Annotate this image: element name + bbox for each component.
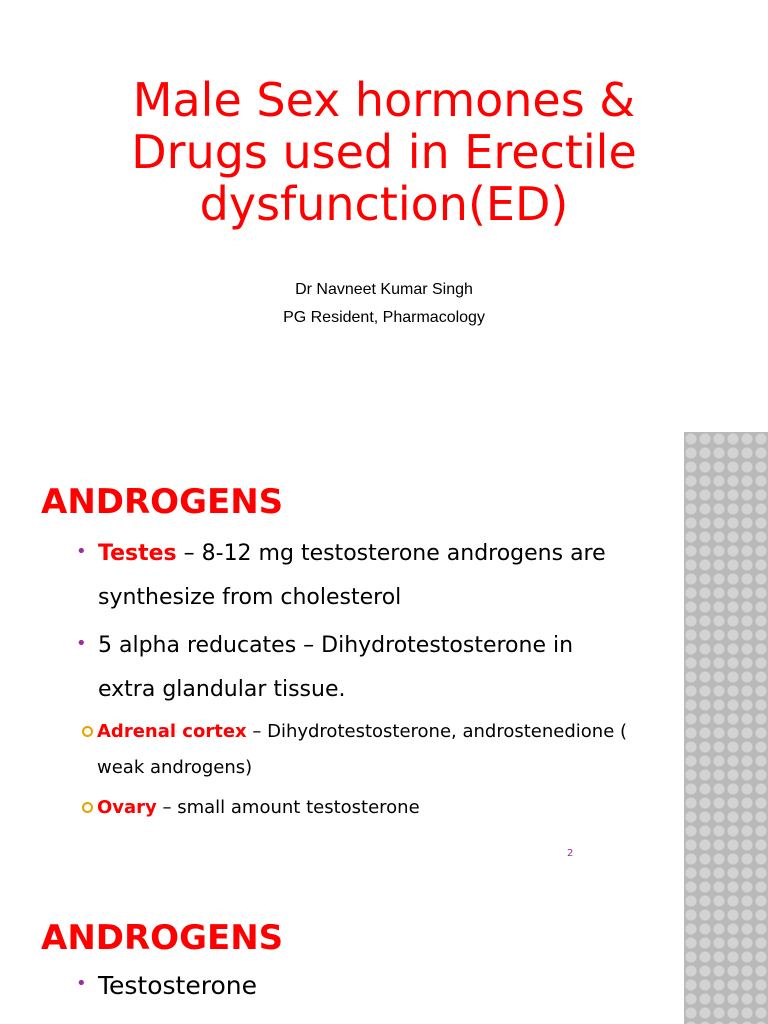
decorative-pattern-strip [684, 880, 768, 1024]
bullet-item [76, 624, 636, 712]
bullet-item [76, 964, 636, 1008]
bullet-text: Testosterone [98, 971, 257, 1000]
bullet-lead: Testes [98, 541, 177, 566]
bullet-dot-icon: • [76, 633, 87, 654]
sub-bullet-lead: Ovary [97, 797, 157, 818]
bullet-text: – 8-12 mg testosterone androgens are synthesize from cholesterol [98, 541, 606, 610]
page-number: 2 [567, 848, 574, 859]
title-slide [0, 0, 768, 432]
title-line-3: dysfunction(ED) [199, 177, 569, 231]
sub-bullet-text: – small amount testosterone [156, 797, 420, 818]
sub-bullet-item [80, 714, 640, 786]
decorative-pattern-strip [684, 432, 768, 880]
slide-heading: ANDROGENS [41, 482, 284, 522]
sub-bullet-text: – Dihydrotestosterone, androstenedione ( weak androgens) [97, 721, 628, 778]
title-line-1: Male Sex hormones & [132, 73, 636, 127]
bullet-text: 5 alpha reducates – Dihydrotestosterone in extra glandular tissue. [98, 633, 574, 702]
title-line-2: Drugs used in Erectile [131, 125, 637, 179]
slide-heading: ANDROGENS [41, 918, 284, 958]
sub-bullet-lead: Adrenal cortex [97, 721, 247, 742]
androgens-slide-2 [0, 880, 768, 1024]
author-role: PG Resident, Pharmacology [283, 309, 485, 326]
androgens-slide [0, 432, 768, 880]
author-name: Dr Navneet Kumar Singh [295, 281, 473, 298]
bullet-item [76, 532, 636, 620]
circle-bullet-icon [82, 726, 93, 737]
circle-bullet-icon [82, 802, 93, 813]
bullet-dot-icon: • [76, 973, 87, 994]
bullet-dot-icon: • [76, 541, 87, 562]
sub-bullet-item [80, 790, 640, 826]
slide-title [0, 74, 768, 230]
